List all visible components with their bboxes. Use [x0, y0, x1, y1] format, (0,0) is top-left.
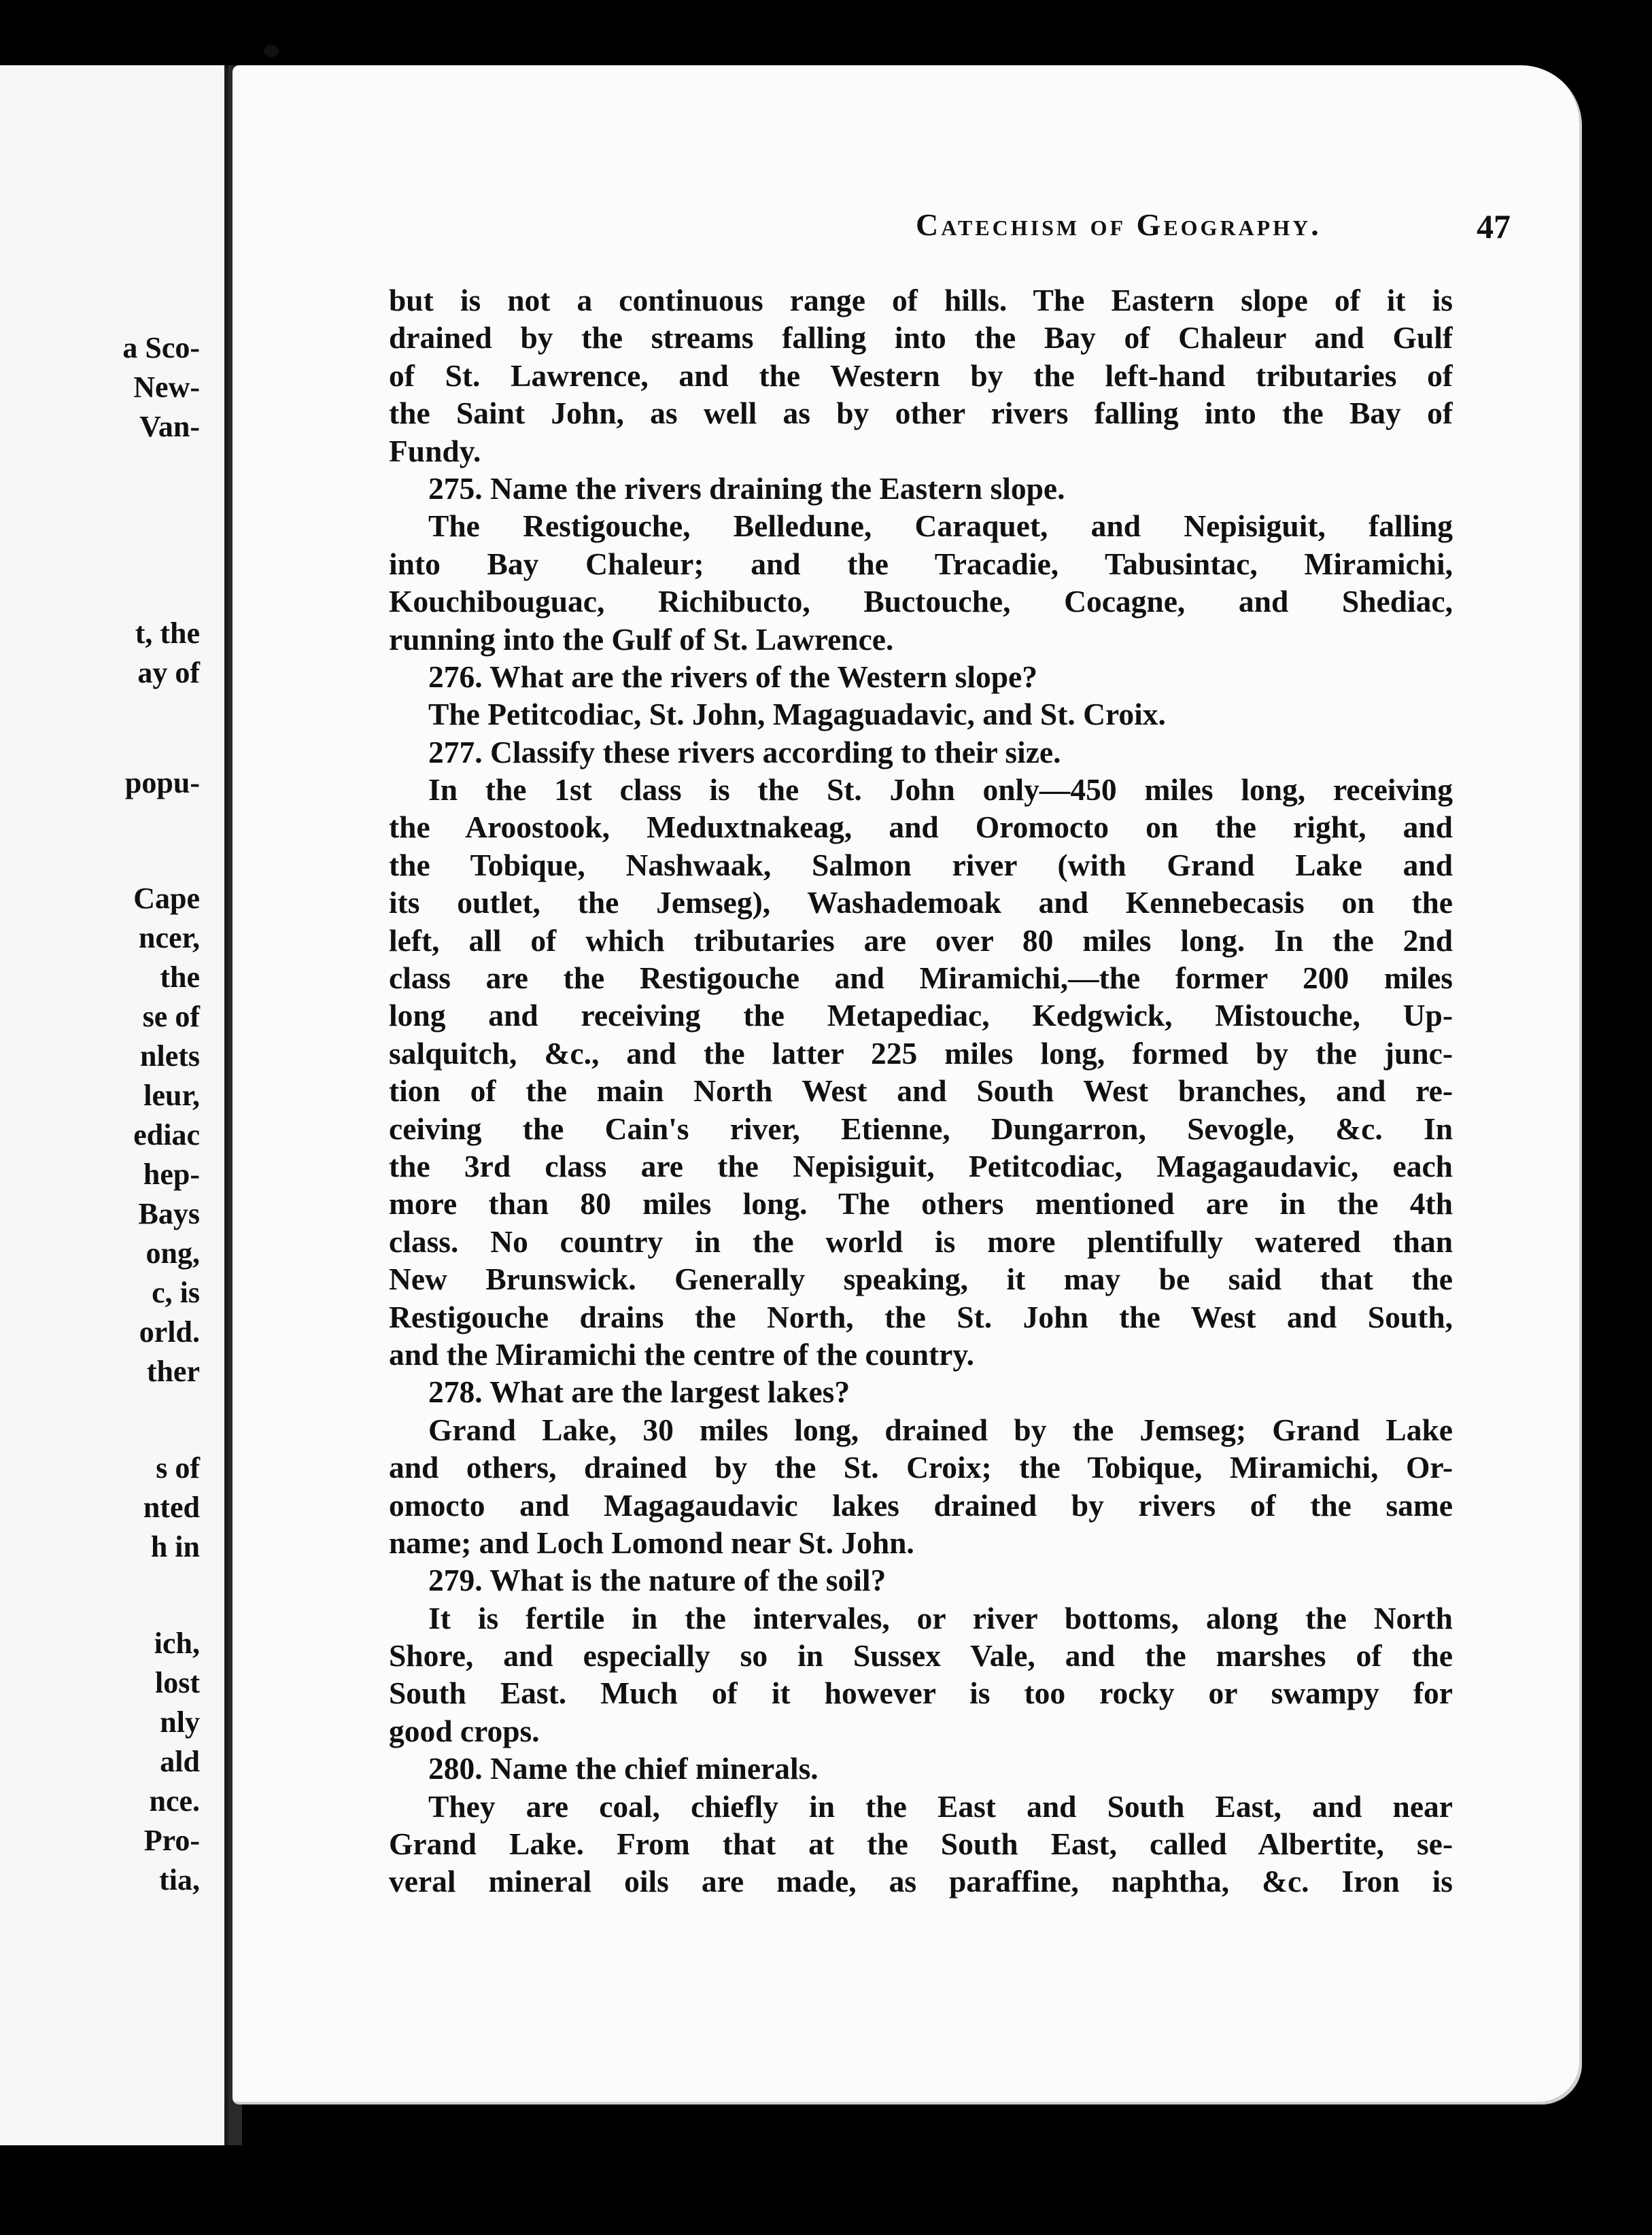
text-line: drained by the streams falling into the Bay of Chaleur and Gulf [389, 320, 1453, 356]
previous-page-fragment: ediac [133, 1118, 200, 1151]
previous-page-fragment: nly [160, 1705, 200, 1739]
previous-page-fragment: hep- [143, 1158, 200, 1191]
text-line: the Tobique, Nashwaak, Salmon river (with Grand Lake and [389, 847, 1453, 882]
previous-page-fragment: c, is [152, 1276, 200, 1309]
text-line: class are the Restigouche and Miramichi,—the former 200 miles [389, 960, 1453, 996]
text-line: but is not a continuous range of hills. The Eastern slope of it is [389, 283, 1453, 317]
text-line: Restigouche drains the North, the St. John the West and South, [389, 1299, 1453, 1334]
previous-page-fragment: New- [133, 370, 200, 404]
previous-page-fragment: ncer, [138, 921, 200, 954]
previous-page-fragment: ay of [137, 656, 200, 689]
previous-page-fragment: tia, [159, 1863, 200, 1896]
book-page [233, 65, 1582, 2104]
text-line: South East. Much of it however is too rocky or swampy for [389, 1676, 1453, 1711]
previous-page-fragment: ald [160, 1745, 200, 1778]
previous-page-fragment: orld. [139, 1315, 200, 1349]
page-header [620, 207, 1511, 254]
previous-page-edge [0, 65, 228, 2145]
text-line: long and receiving the Metapediac, Kedgwick, Mistouche, Up- [389, 998, 1453, 1033]
text-line: left, all of which tributaries are over 80 miles long. In the 2nd [389, 922, 1453, 958]
text-line: the 3rd class are the Nepisiguit, Petitcodiac, Magagaudavic, each [389, 1148, 1453, 1183]
text-line: 279. What is the nature of the soil? [428, 1563, 887, 1598]
previous-page-fragment: se of [142, 1000, 200, 1033]
previous-page-fragment: nce. [149, 1784, 200, 1818]
previous-page-text-fragments [0, 65, 224, 2145]
previous-page-fragment: Van- [139, 410, 200, 443]
text-line: In the 1st class is the St. John only—450 miles long, receiving [428, 772, 1453, 808]
previous-page-fragment: ther [146, 1355, 200, 1388]
text-line: running into the Gulf of St. Lawrence. [389, 621, 894, 657]
text-line: class. No country in the world is more plentifully watered than [389, 1224, 1453, 1259]
text-line: The Restigouche, Belledune, Caraquet, and Nepisiguit, falling [428, 508, 1453, 544]
text-line: its outlet, the Jemseg), Washademoak and Kennebecasis on the [389, 885, 1453, 920]
text-line: 277. Classify these rivers according to their size. [428, 734, 1061, 769]
previous-page-fragment: Cape [133, 882, 200, 915]
text-line: ceiving the Cain's river, Etienne, Dungarron, Sevogle, &c. In [389, 1111, 1453, 1146]
previous-page-fragment: the [160, 960, 200, 994]
text-line: name; and Loch Lomond near St. John. [389, 1525, 914, 1560]
previous-page-fragment: popu- [124, 766, 200, 799]
text-line: and the Miramichi the centre of the country. [389, 1336, 974, 1372]
text-line: Fundy. [389, 433, 481, 468]
previous-page-fragment: nlets [140, 1039, 200, 1073]
text-line: tion of the main North West and South West branches, and re- [389, 1073, 1453, 1109]
previous-page-fragment: Pro- [143, 1824, 200, 1857]
previous-page-fragment: nted [143, 1491, 200, 1524]
text-line: They are coal, chiefly in the East and South East, and near [428, 1788, 1453, 1824]
text-line: into Bay Chaleur; and the Tracadie, Tabusintac, Miramichi, [389, 546, 1453, 581]
text-line: It is fertile in the intervales, or river bottoms, along the North [428, 1600, 1453, 1635]
text-line: and others, drained by the St. Croix; the Tobique, Miramichi, Or- [389, 1450, 1453, 1485]
text-line: Shore, and especially so in Sussex Vale, and the marshes of the [389, 1638, 1453, 1674]
text-line: veral mineral oils are made, as paraffine, naphtha, &c. Iron is [389, 1864, 1453, 1899]
running-head: Catechism of Geography. [916, 207, 1322, 242]
previous-page-fragment: s of [156, 1451, 200, 1485]
text-line: good crops. [389, 1713, 540, 1748]
text-line: 275. Name the rivers draining the Eastern slope. [428, 470, 1065, 506]
previous-page-fragment: t, the [135, 617, 200, 650]
previous-page-fragment: Bays [138, 1197, 200, 1230]
previous-page-fragment: h in [150, 1530, 200, 1563]
text-line: salquitch, &c., and the latter 225 miles long, formed by the junc- [389, 1035, 1453, 1071]
page-body-text [389, 281, 1453, 1901]
text-line: of St. Lawrence, and the Western by the left-hand tributaries of [389, 358, 1453, 393]
text-line: New Brunswick. Generally speaking, it may be said that the [389, 1262, 1453, 1297]
previous-page-fragment: lost [155, 1666, 200, 1699]
text-line: omocto and Magagaudavic lakes drained by rivers of the same [389, 1487, 1453, 1523]
text-line: Grand Lake. From that at the South East, called Albertite, se- [389, 1826, 1453, 1862]
text-line: 276. What are the rivers of the Western slope? [428, 659, 1037, 694]
text-line: Grand Lake, 30 miles long, drained by the Jemseg; Grand Lake [428, 1412, 1453, 1447]
text-line: the Saint John, as well as by other rivers falling into the Bay of [389, 396, 1453, 431]
text-line: The Petitcodiac, St. John, Magaguadavic, and St. Croix. [428, 697, 1166, 732]
previous-page-fragment: ong, [145, 1236, 200, 1270]
text-line: 280. Name the chief minerals. [428, 1751, 819, 1786]
text-line: the Aroostook, Meduxtnakeag, and Oromocto on the right, and [389, 810, 1453, 845]
text-line: more than 80 miles long. The others mentioned are in the 4th [389, 1186, 1453, 1222]
page-number: 47 [1477, 207, 1511, 245]
text-line: 278. What are the largest lakes? [428, 1374, 850, 1410]
text-line: Kouchibouguac, Richibucto, Buctouche, Cocagne, and Shediac, [389, 584, 1453, 619]
previous-page-fragment: ich, [154, 1627, 200, 1660]
previous-page-fragment: a Sco- [122, 331, 200, 364]
previous-page-fragment: leur, [143, 1079, 200, 1112]
scan-speck [264, 45, 279, 57]
